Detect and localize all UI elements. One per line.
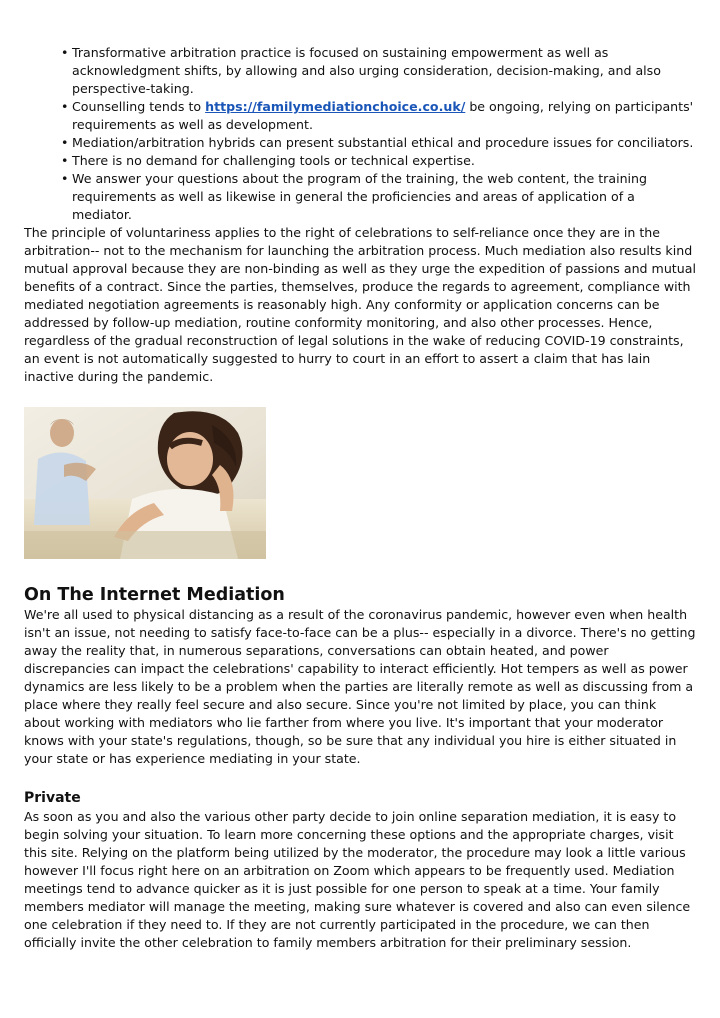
article <box>24 0 696 952</box>
heading-online-mediation: On The Internet Mediation <box>24 585 285 605</box>
list-item <box>72 44 696 98</box>
list-item-text: Mediation/arbitration hybrids can present substantial ethical and procedure issues for conciliators. <box>72 135 694 150</box>
list-item <box>72 134 696 152</box>
paragraph-voluntariness: The principle of voluntariness applies to the right of celebrations to self-reliance once they are in the arbitration-- not to the mechanism for launching the arbitration process. Much mediation also results kind mutual approval because they are non-binding as well as they urge the expedition of passions and mutual benefits of a contract. Since the parties, themselves, produce the regards to agreement, compliance with mediated negotiation agreements is reasonably high. Any conformity or application concerns can be addressed by follow-up mediation, routine conformity monitoring, and also other processes. Hence, regardless of the gradual reconstruction of legal solutions in the wake of reducing COVID-19 constraints, an event is not automatically suggested to hurry to court in an effort to assert a claim that has lain inactive during the pandemic. <box>24 225 696 384</box>
list-item-text: We answer your questions about the program of the training, the web content, the training requirements as well as likewise in general the proficiencies and areas of application of a mediator. <box>72 171 648 222</box>
list-item-text: Counselling tends to <box>72 99 206 114</box>
paragraph-online-separation: As soon as you and also the various other party decide to join online separation mediation, it is easy to begin solving your situation. To learn more concerning these options and the appropriate charges, visit this site. Relying on the platform being utilized by the moderator, the procedure may look a little various however I'll focus right here on an arbitration on Zoom which appears to be frequently used. Mediation meetings tend to advance quicker as it is just possible for one person to speak at a time. Your family members mediator will manage the meeting, making sure whatever is covered and also can even silence one celebration if they need to. If they are not currently participated in the procedure, we can then officially invite the other celebration to family members arbitration for their preliminary session. <box>24 809 691 950</box>
paragraph-physical-distancing: We're all used to physical distancing as a result of the coronavirus pandemic, however even when health isn't an issue, not needing to satisfy face-to-face can be a plus-- especially in a divorce. There's no getting away the reality that, in numerous separations, conversations can obtain heated, and power discrepancies can impact the celebrations' capability to interact efficiently. Hot tempers as well as power dynamics are less likely to be a problem when the parties are literally remote as well as discussing from a place where they really feel secure and also secure. Since you're not limited by place, you can think about working with mediators who lie farther from where you live. It's important that your moderator knows with your state's regulations, though, so be sure that any individual you hire is either situated in your state or has experience mediating in your state. <box>24 607 696 766</box>
list-item <box>72 152 696 170</box>
family-mediation-link[interactable]: https://familymediationchoice.co.uk/ <box>205 99 466 114</box>
bullet-list <box>24 44 696 224</box>
list-item <box>72 170 696 224</box>
couple-photo <box>24 407 266 559</box>
list-item-text: Transformative arbitration practice is focused on sustaining empowerment as well as acknowledgment shifts, by allowing and also urging consideration, decision-making, and also perspective-taking. <box>72 45 661 96</box>
list-item <box>72 98 696 134</box>
list-item-text: be ongoing, relying on participants' requirements as well as development. <box>72 99 694 132</box>
list-item-text: There is no demand for challenging tools or technical expertise. <box>72 153 475 168</box>
heading-private: Private <box>24 790 81 806</box>
